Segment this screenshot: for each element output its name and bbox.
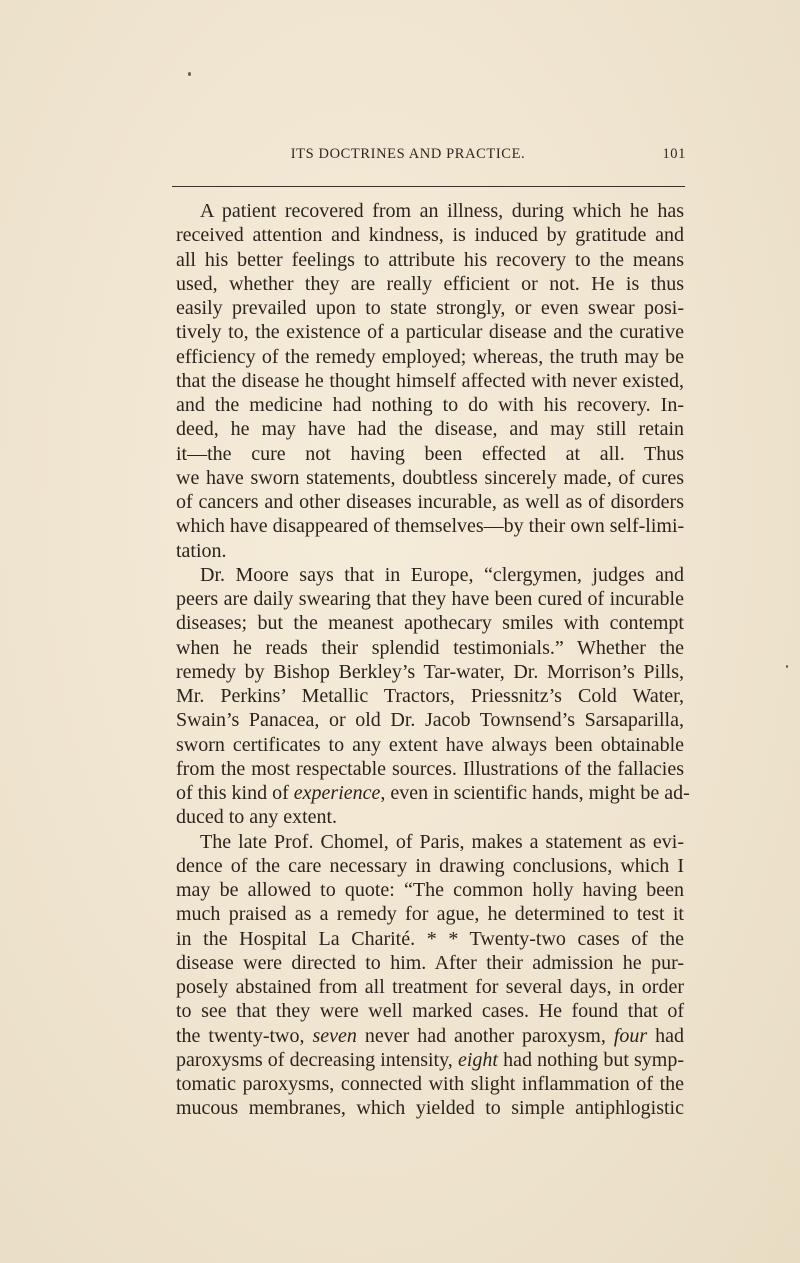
text-line: dence of the care necessary in drawing conclusions, which I — [176, 854, 684, 877]
text-line: all his better feelings to attribute his recovery to the means — [176, 248, 684, 271]
text-line: may be allowed to quote: “The common holly having been — [176, 879, 684, 901]
italic-word: seven — [312, 1024, 357, 1047]
text-line: we have sworn statements, doubtless sincerely made, of cures — [176, 466, 684, 489]
text-line: in the Hospital La Charité. * * Twenty-two cases of the — [176, 927, 684, 950]
text-run: the twenty-two, — [176, 1024, 313, 1047]
text-line: Dr. Moore says that in Europe, “clergymen, judges and — [200, 563, 684, 586]
text-line: tation. — [176, 539, 227, 562]
text-run: had nothing but symp- — [497, 1048, 684, 1071]
text-line: to see that they were well marked cases. He found that of — [176, 1000, 684, 1023]
text-line: of cancers and other diseases incurable, as well as of disorders — [176, 491, 684, 513]
text-line: when he reads their splendid testimonials.” Whether the — [176, 636, 684, 659]
text-line: efficiency of the remedy employed; whereas, the truth may be — [176, 345, 684, 368]
text-line: and the medicine had nothing to do with his recovery. In- — [176, 394, 684, 416]
text-line: sworn certificates to any extent have always been obtainable — [176, 733, 684, 756]
text-run: had — [647, 1024, 684, 1047]
italic-word: experience — [293, 782, 381, 804]
text-line: deed, he may have had the disease, and may still retain — [176, 418, 684, 441]
text-run: of this kind of — [176, 782, 294, 804]
italic-word: eight — [457, 1048, 498, 1071]
text-line: it—the cure not having been effected at all. Thus — [176, 442, 684, 465]
text-line: much praised as a remedy for ague, he determined to test it — [176, 903, 684, 926]
text-line: tively to, the existence of a particular disease and the curative — [176, 321, 684, 344]
text-line: A patient recovered from an illness, during which he has — [200, 200, 684, 222]
text-line: peers are daily swearing that they have been cured of incurable — [176, 588, 684, 610]
running-head-title: ITS DOCTRINES AND PRACTICE. — [290, 146, 526, 162]
running-head — [170, 146, 686, 168]
paper-speck — [188, 72, 191, 76]
text-line: Mr. Perkins’ Metallic Tractors, Priessnitz’s Cold Water, — [176, 685, 684, 707]
body-text — [176, 199, 690, 1121]
text-line: that the disease he thought himself affected with never existed, — [176, 369, 684, 392]
text-line: duced to any extent. — [176, 806, 338, 829]
text-line: which have disappeared of themselves—by their own self-limi- — [176, 515, 685, 538]
text-line: disease were directed to him. After their admission he pur- — [176, 951, 684, 974]
text-line: mucous membranes, which yielded to simple antiphlogistic — [176, 1097, 684, 1120]
text-line: posely abstained from all treatment for several days, in order — [176, 976, 684, 998]
text-line: easily prevailed upon to state strongly, or even swear posi- — [176, 297, 684, 319]
text-line: The late Prof. Chomel, of Paris, makes a statement as evi- — [200, 830, 684, 853]
text-line: diseases; but the meanest apothecary smiles with contempt — [176, 612, 684, 635]
text-line: from the most respectable sources. Illustrations of the fallacies — [176, 757, 684, 780]
text-line: remedy by Bishop Berkley’s Tar-water, Dr. Morrison’s Pills, — [176, 660, 684, 683]
text-run: , even in scientific hands, might be ad- — [380, 782, 690, 804]
text-line — [176, 1024, 684, 1048]
text-run: paroxysms of decreasing intensity, — [176, 1048, 458, 1071]
text-line: tomatic paroxysms, connected with slight inflammation of the — [176, 1073, 684, 1095]
text-line: Swain’s Panacea, or old Dr. Jacob Townsend’s Sarsaparilla, — [176, 709, 684, 732]
text-run: never had another paroxysm, — [356, 1024, 614, 1047]
italic-word: four — [613, 1024, 648, 1047]
text-line — [176, 781, 690, 805]
text-line — [176, 1048, 684, 1072]
page-number: 101 — [662, 146, 686, 162]
text-line: received attention and kindness, is induced by gratitude and — [176, 224, 684, 247]
text-line: used, whether they are really efficient or not. He is thus — [176, 272, 684, 295]
paper-speck — [786, 665, 788, 668]
header-rule — [172, 186, 685, 187]
